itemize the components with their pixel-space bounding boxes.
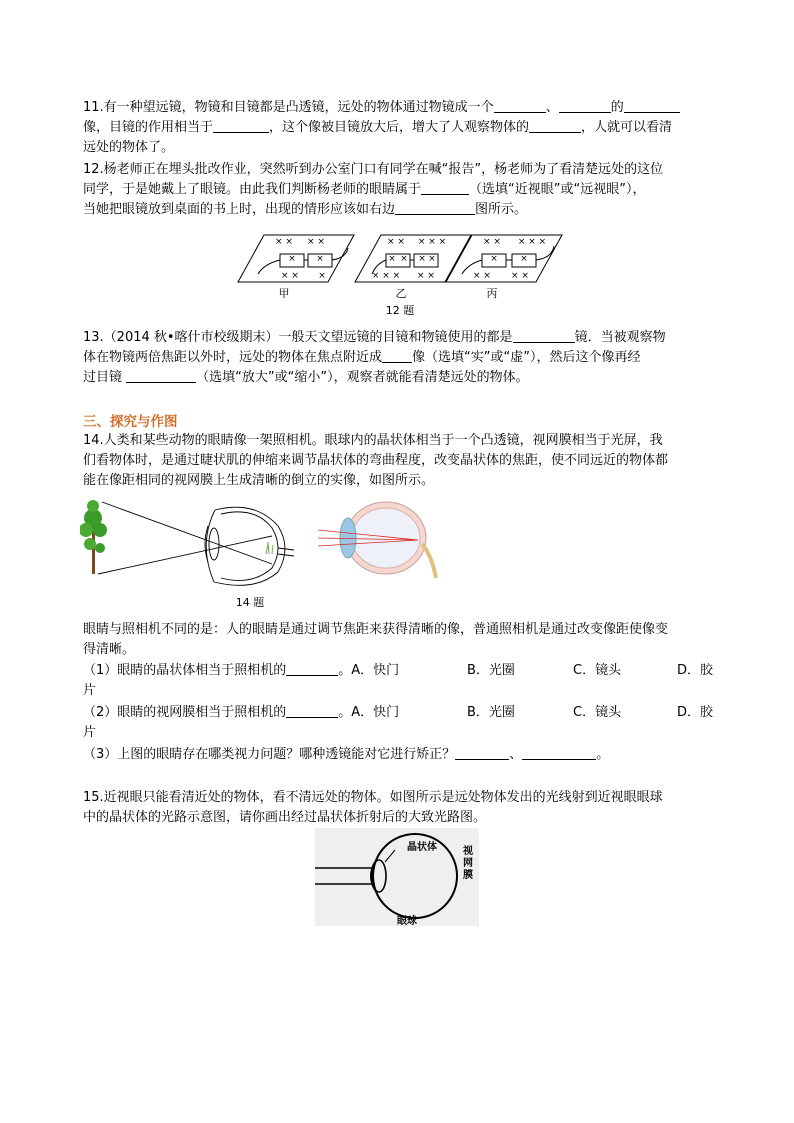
- section-title: 三、探究与作图: [83, 414, 178, 430]
- q11-blank-1[interactable]: [494, 98, 546, 113]
- svg-text:×: ×: [428, 254, 436, 264]
- q11-blank-5[interactable]: [529, 118, 581, 133]
- svg-text:× × ×: × × ×: [517, 237, 547, 247]
- q14-blank-4[interactable]: [522, 745, 596, 760]
- label-retina-3: 膜: [463, 870, 473, 881]
- q13-blank-2[interactable]: [382, 348, 412, 363]
- svg-text:× ×: × ×: [281, 271, 299, 281]
- question-12: 12.杨老师正在埋头批改作业，突然听到办公室门口有同学在喊“报告”，杨老师为了看清楚远处的这位 同学，于是她戴上了眼镜。由此我们判断杨老师的眼睛属于 （选填“近视眼”或“远视眼”）， 当她把眼镜放到桌面的书上时，出现的情形应该如右边 图所示。: [83, 162, 664, 217]
- q12-caption: 12 题: [385, 304, 415, 317]
- svg-text:×: ×: [318, 271, 326, 281]
- svg-text:× ×: × ×: [511, 271, 529, 281]
- q12-figure: [236, 230, 566, 302]
- label-bing: 丙: [486, 287, 498, 300]
- question-14-sub2: （2）眼睛的视网膜相当于照相机的 。A．快门 B．光圈 C．镜头 D．胶 片: [83, 705, 714, 740]
- svg-text:× ×: × ×: [275, 237, 293, 247]
- svg-text:×: ×: [418, 254, 426, 264]
- svg-text:×: ×: [388, 254, 396, 264]
- q14-blank-1[interactable]: [286, 661, 338, 676]
- q12-blank-2[interactable]: [395, 200, 475, 215]
- q11-text: 11.有一种望远镜，物镜和目镜都是凸透镜，远处的物体通过物镜成一个: [83, 100, 494, 115]
- svg-text:× × ×: × × ×: [417, 237, 447, 247]
- q14-blank-2[interactable]: [286, 703, 338, 718]
- label-lens: 晶状体: [407, 842, 437, 853]
- label-retina-2: 网: [463, 858, 473, 869]
- q11-blank-4[interactable]: [213, 118, 269, 133]
- label-yi: 乙: [395, 287, 407, 300]
- q13-blank-3[interactable]: [126, 368, 196, 383]
- q15-eyeball-figure: [315, 828, 479, 926]
- svg-text:× ×: × ×: [307, 237, 325, 247]
- label-jia: 甲: [278, 287, 290, 300]
- question-14-sub3: （3）上图的眼睛存在哪类视力问题？哪种透镜能对它进行矫正？ 、 。: [83, 747, 610, 762]
- q12-blank-1[interactable]: [421, 180, 469, 195]
- svg-text:×: ×: [520, 254, 528, 264]
- svg-text:× ×: × ×: [473, 271, 491, 281]
- question-11: 11.有一种望远镜，物镜和目镜都是凸透镜，远处的物体通过物镜成一个 、 的 像，目镜的作用相当于 ，这个像被目镜放大后，增大了人观察物体的 ，人就可以看清 远处的物体了。: [83, 98, 713, 158]
- q11-blank-2[interactable]: [559, 98, 611, 113]
- question-14-description: 眼睛与照相机不同的是：人的眼睛是通过调节焦距来获得清晰的像，普通照相机是通过改变像距使像变 得清晰。: [83, 622, 669, 657]
- svg-text:×: ×: [400, 254, 408, 264]
- svg-text:× × ×: × × ×: [371, 271, 401, 281]
- svg-text:×: ×: [490, 254, 498, 264]
- svg-text:×: ×: [288, 254, 296, 264]
- q11-blank-3[interactable]: [624, 98, 680, 113]
- svg-text:× ×: × ×: [417, 271, 435, 281]
- question-15: 15.近视眼只能看清近处的物体，看不清远处的物体。如图所示是远处物体发出的光线射到近视眼眼球 中的晶状体的光路示意图，请你画出经过晶状体折射后的大致光路图。: [83, 790, 663, 825]
- tree-icon: [80, 500, 107, 574]
- svg-text:× ×: × ×: [387, 237, 405, 247]
- q14-caption: 14 题: [235, 596, 265, 609]
- eye-anatomy-figure: [318, 500, 438, 580]
- question-14: 14.人类和某些动物的眼睛像一架照相机。眼球内的晶状体相当于一个凸透镜，视网膜相当于光屏，我 们看物体时，是通过睫状肌的伸缩来调节晶状体的弯曲程度，改变晶状体的焦距，使不同远近的物体都 能在像距相同的视网膜上生成清晰的倒立的实像，如图所示。: [83, 433, 669, 488]
- q14-blank-3[interactable]: [455, 745, 509, 760]
- q13-blank-1[interactable]: [513, 328, 575, 343]
- question-14-sub1: （1）眼睛的晶状体相当于照相机的 。A．快门 B．光圈 C．镜头 D．胶 片: [83, 663, 714, 698]
- question-13: 13.（2014 秋•喀什市校级期末）一般天文望远镜的目镜和物镜使用的都是 镜．当被观察物 体在物镜两倍焦距以外时，远处的物体在焦点附近成 像（选填“实”或“虚”），然后这个像再经 过目镜 （选填“放大”或“缩小”），观察者就能看清楚远处的物体。: [83, 330, 666, 385]
- label-retina-1: 视: [463, 846, 473, 857]
- svg-text:× ×: × ×: [483, 237, 501, 247]
- svg-text:×: ×: [316, 254, 324, 264]
- q14-eye-diagram: [80, 496, 295, 594]
- label-eyeball: 眼球: [397, 916, 417, 926]
